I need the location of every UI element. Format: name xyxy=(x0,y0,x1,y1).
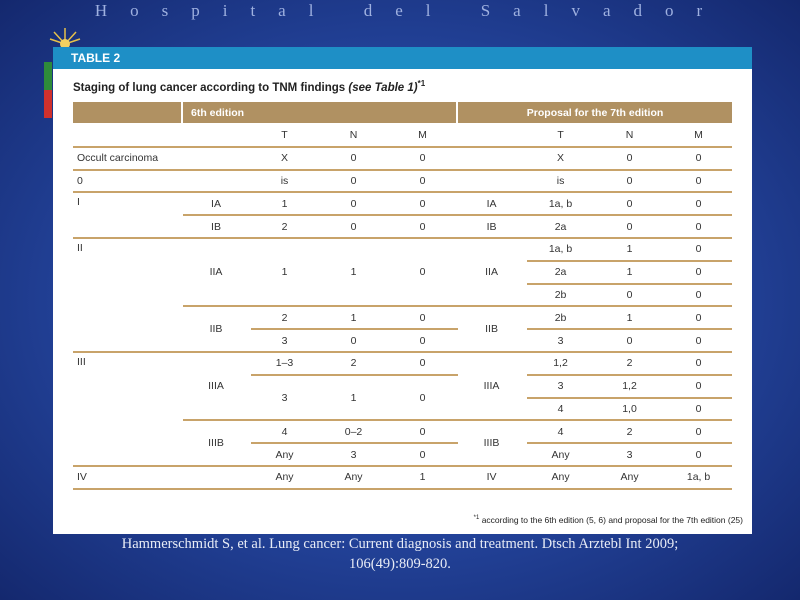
col-header-n: N xyxy=(595,124,664,147)
table-card-header-bar xyxy=(53,47,752,69)
table-row: II IIA 1 1 0 IIA 1a, b 1 0 xyxy=(73,238,732,261)
table-row: 0 is 0 0 is 0 0 xyxy=(73,170,732,193)
table-row: 2a 1 0 xyxy=(73,261,732,284)
table-row: IV Any Any 1 IV Any Any 1a, b xyxy=(73,466,732,489)
table-row: 4 1,0 0 xyxy=(73,398,732,421)
table-card xyxy=(53,47,752,534)
caption-ref: (see Table 1) xyxy=(348,81,418,94)
col-header-n: N xyxy=(319,124,388,147)
table-row: 3 1 0 3 1,2 0 xyxy=(73,375,732,398)
group-header-6th: 6th edition xyxy=(182,102,457,124)
citation-line-1: Hammerschmidt S, et al. Lung cancer: Current diagnosis and treatment. Dtsch Arztebl Int 2009; xyxy=(121,536,679,552)
footnote-text: according to the 6th edition (5, 6) and proposal for the 7th edition (25) xyxy=(481,515,743,525)
group-header-row xyxy=(73,102,732,124)
group-header-blank xyxy=(73,102,182,124)
table-row: I IA 1 0 0 IA 1a, b 0 0 xyxy=(73,192,732,215)
col-header-t: T xyxy=(250,124,319,147)
col-header-t: T xyxy=(526,124,595,147)
col-header-m: M xyxy=(664,124,732,147)
table-row: Occult carcinoma X 0 0 X 0 0 xyxy=(73,147,732,170)
flag-stripe xyxy=(44,62,52,118)
stage-cell: II xyxy=(73,238,182,352)
column-header-row xyxy=(73,124,732,147)
table-row: Any 3 0 Any 3 0 xyxy=(73,443,732,466)
col-header-m: M xyxy=(388,124,457,147)
citation xyxy=(40,534,760,574)
table-row: 3 0 0 3 0 0 xyxy=(73,329,732,352)
table-row: IB 2 0 0 IB 2a 0 0 xyxy=(73,215,732,238)
stage-cell: Occult carcinoma xyxy=(73,147,182,170)
table-row: III IIIA 1–3 2 0 IIIA 1,2 2 0 xyxy=(73,352,732,375)
stage-cell: IV xyxy=(73,466,182,489)
caption-main: Staging of lung cancer according to TNM findings xyxy=(73,81,346,94)
group-header-7th: Proposal for the 7th edition xyxy=(457,102,732,124)
tnm-staging-table xyxy=(73,102,732,490)
table-footnote xyxy=(53,515,743,525)
table-row: IIIB 4 0–2 0 IIIB 4 2 0 xyxy=(73,420,732,443)
stage-cell: 0 xyxy=(73,170,182,193)
stage-cell: III xyxy=(73,352,182,466)
slide-header-title: Hospital del Salvador xyxy=(94,1,726,20)
stage-cell: I xyxy=(73,192,182,238)
table-caption xyxy=(73,79,425,94)
table-label: TABLE 2 xyxy=(71,51,121,65)
table-row: 2b 0 0 xyxy=(73,284,732,307)
footnote-sup: *1 xyxy=(473,515,480,522)
caption-sup: *1 xyxy=(417,79,426,88)
citation-line-2: 106(49):809-820. xyxy=(349,556,451,572)
table-row: IIB 2 1 0 IIB 2b 1 0 xyxy=(73,306,732,329)
